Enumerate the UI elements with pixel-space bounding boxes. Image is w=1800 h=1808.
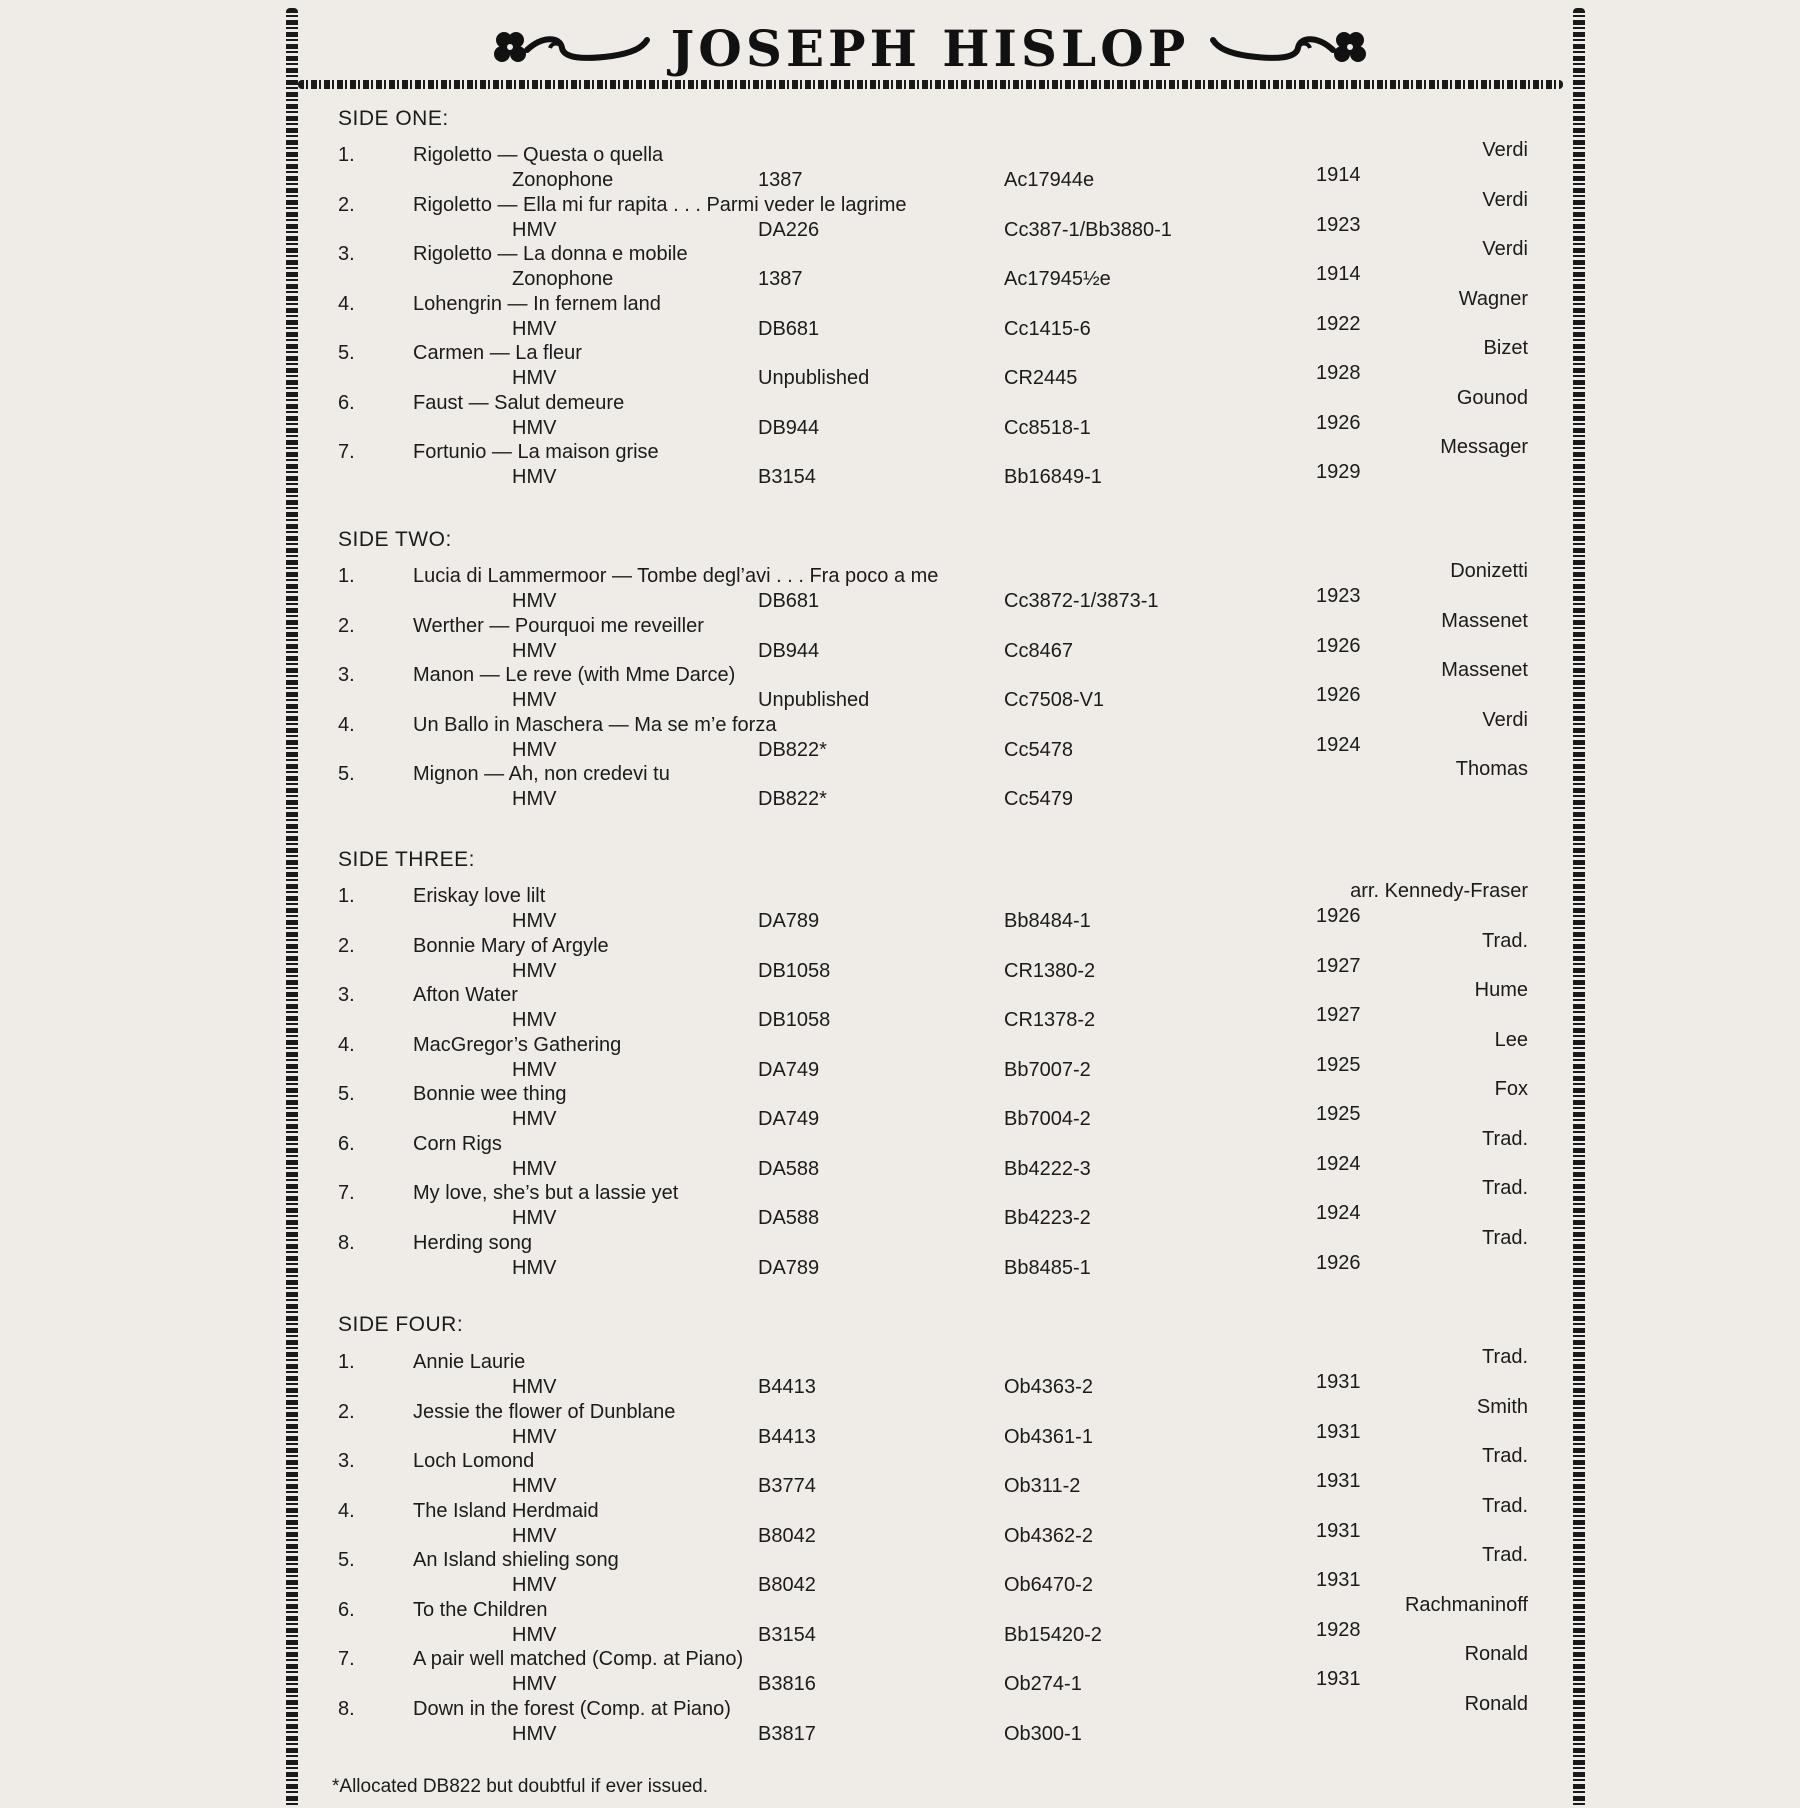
composer: Gounod: [1456, 386, 1528, 409]
matrix-number: Cc387-1/Bb3880-1: [1004, 218, 1172, 241]
recording-year: 1928: [1316, 1618, 1361, 1641]
recording-year: 1931: [1316, 1470, 1361, 1492]
track-title: Rigoletto — Questa o quella: [413, 144, 664, 166]
track-number: 1.: [338, 144, 355, 166]
footnote: *Allocated DB822 but doubtful if ever issued.: [332, 1776, 709, 1797]
composer: Rachmaninoff: [1404, 1593, 1528, 1616]
track-title: Werther — Pourquoi me reveiller: [413, 614, 704, 637]
matrix-number: Bb16849-1: [1004, 466, 1102, 488]
record-label: HMV: [512, 788, 557, 810]
track-title: Eriskay love lilt: [413, 885, 546, 907]
track-title: Mignon — Ah, non credevi tu: [413, 763, 670, 785]
track-title: MacGregor’s Gathering: [413, 1033, 622, 1056]
composer: Bizet: [1483, 337, 1528, 359]
matrix-number: Bb8484-1: [1004, 910, 1091, 932]
record-label: HMV: [512, 466, 557, 488]
track-number: 2.: [338, 614, 355, 637]
track-title: Lohengrin — In fernem land: [413, 292, 661, 315]
track-row: [0, 560, 1800, 615]
recording-year: 1929: [1316, 461, 1361, 483]
track-row: [0, 287, 1800, 343]
catalog-number: B4413: [758, 1425, 816, 1448]
catalog-number: DA789: [758, 1256, 820, 1279]
matrix-number: Ac17945½e: [1004, 268, 1111, 290]
catalog-number: DA749: [758, 1108, 820, 1130]
track-row: [0, 1445, 1800, 1500]
track-number: 3.: [338, 243, 355, 265]
record-label: HMV: [512, 218, 557, 241]
recording-year: 1926: [1316, 411, 1361, 434]
catalog-number: DB822*: [758, 788, 827, 810]
track-title: Afton Water: [413, 984, 518, 1006]
catalog-number: DB944: [758, 639, 820, 662]
track-row: [0, 929, 1800, 985]
track-number: 4.: [338, 1033, 355, 1056]
catalog-number: B8042: [758, 1574, 816, 1596]
track-title: Rigoletto — Ella mi fur rapita . . . Parmi veder le lagrime: [413, 193, 907, 216]
track-row: [0, 659, 1800, 714]
header-rope-divider: [298, 80, 1563, 89]
composer: Donizetti: [1450, 560, 1528, 582]
track-title: Carmen — La fleur: [413, 342, 582, 364]
composer: Trad.: [1482, 1544, 1528, 1566]
composer: Trad.: [1482, 929, 1528, 952]
track-row: [0, 386, 1800, 442]
composer: Fox: [1494, 1078, 1528, 1100]
track-number: 2.: [338, 934, 355, 957]
record-label: HMV: [512, 590, 557, 612]
track-row: [0, 609, 1800, 665]
track-number: 2.: [338, 1400, 355, 1423]
matrix-number: Cc8518-1: [1004, 416, 1091, 439]
catalog-number: DB1058: [758, 1009, 831, 1031]
composer: Trad.: [1482, 1346, 1528, 1368]
side-three-heading: SIDE THREE:: [338, 848, 475, 871]
catalog-number: DA588: [758, 1207, 820, 1229]
composer: Trad.: [1482, 1226, 1528, 1249]
track-row: [0, 238, 1800, 293]
catalog-number: B3774: [758, 1475, 816, 1497]
matrix-number: Bb7007-2: [1004, 1058, 1091, 1081]
catalog-number: DA749: [758, 1058, 820, 1081]
record-label: HMV: [512, 1574, 557, 1596]
matrix-number: Cc3872-1/3873-1: [1004, 590, 1159, 612]
track-number: 5.: [338, 1083, 355, 1105]
track-number: 4.: [338, 713, 355, 736]
composer: Verdi: [1482, 708, 1528, 731]
flower-scroll-right-icon: [1203, 26, 1378, 70]
record-label: HMV: [512, 910, 557, 932]
composer: Lee: [1494, 1028, 1528, 1051]
track-row: [0, 1127, 1800, 1183]
track-row: [0, 188, 1800, 244]
matrix-number: Cc5478: [1004, 738, 1073, 761]
catalog-number: DB681: [758, 317, 820, 340]
record-label: Zonophone: [512, 169, 614, 191]
track-number: 8.: [338, 1697, 355, 1720]
track-number: 3.: [338, 1450, 355, 1472]
track-number: 6.: [338, 1132, 355, 1155]
record-label: HMV: [512, 1623, 557, 1646]
track-row: [0, 979, 1800, 1034]
track-title: A pair well matched (Comp. at Piano): [413, 1648, 744, 1670]
catalog-number: 1387: [758, 268, 803, 290]
recording-year: 1931: [1316, 1569, 1361, 1591]
flower-scroll-left-icon: [482, 26, 657, 70]
track-title: Bonnie wee thing: [413, 1083, 567, 1105]
track-title: An Island shieling song: [413, 1549, 619, 1571]
track-title: Herding song: [413, 1231, 532, 1254]
catalog-number: B3816: [758, 1673, 816, 1695]
track-number: 7.: [338, 441, 355, 463]
matrix-number: Cc1415-6: [1004, 317, 1091, 340]
matrix-number: Bb8485-1: [1004, 1256, 1091, 1279]
track-row: [0, 708, 1800, 764]
track-number: 1.: [338, 885, 355, 907]
header: [480, 18, 1380, 78]
track-row: [0, 436, 1800, 491]
record-label: Zonophone: [512, 268, 614, 290]
recording-year: 1931: [1316, 1371, 1361, 1393]
composer: Massenet: [1441, 609, 1528, 632]
track-title: Bonnie Mary of Argyle: [413, 934, 609, 957]
record-label: HMV: [512, 738, 557, 761]
matrix-number: Ac17944e: [1004, 169, 1095, 191]
matrix-number: CR1378-2: [1004, 1009, 1096, 1031]
matrix-number: Bb15420-2: [1004, 1623, 1102, 1646]
track-title: Fortunio — La maison grise: [413, 441, 659, 463]
track-row: [0, 139, 1800, 194]
record-label: HMV: [512, 1673, 557, 1695]
track-row: [0, 880, 1800, 935]
record-label: HMV: [512, 1108, 557, 1130]
record-label: HMV: [512, 1425, 557, 1448]
catalog-number: B3154: [758, 466, 816, 488]
record-label: HMV: [512, 1475, 557, 1497]
catalog-number: DB1058: [758, 959, 831, 982]
composer: Trad.: [1482, 1494, 1528, 1517]
track-number: 1.: [338, 565, 355, 587]
track-row: [0, 1226, 1800, 1282]
recording-year: 1926: [1316, 1251, 1361, 1274]
recording-year: 1922: [1316, 312, 1361, 335]
track-number: 7.: [338, 1182, 355, 1204]
composer: Verdi: [1482, 188, 1528, 211]
composer: Verdi: [1482, 238, 1528, 260]
track-number: 2.: [338, 193, 355, 216]
recording-year: 1924: [1316, 733, 1361, 756]
recording-year: 1931: [1316, 1420, 1361, 1443]
composer: Wagner: [1458, 287, 1528, 310]
composer: Messager: [1440, 436, 1528, 458]
track-row: [0, 758, 1800, 813]
album-title: JOSEPH HISLOP: [670, 18, 1190, 78]
track-title: To the Children: [413, 1598, 548, 1621]
record-label: HMV: [512, 1722, 557, 1745]
catalog-number: DB681: [758, 590, 820, 612]
record-label: HMV: [512, 959, 557, 982]
composer: Trad.: [1482, 1177, 1528, 1199]
record-label: HMV: [512, 1256, 557, 1279]
record-label: HMV: [512, 639, 557, 662]
catalog-number: B8042: [758, 1524, 816, 1547]
matrix-number: Ob311-2: [1004, 1475, 1081, 1497]
track-number: 6.: [338, 1598, 355, 1621]
track-title: Loch Lomond: [413, 1450, 535, 1472]
track-number: 5.: [338, 1549, 355, 1571]
record-label: HMV: [512, 1207, 557, 1229]
catalog-number: B3817: [758, 1722, 816, 1745]
track-row: [0, 337, 1800, 392]
matrix-number: Bb4222-3: [1004, 1157, 1091, 1180]
track-number: 3.: [338, 664, 355, 686]
catalog-number: Unpublished: [758, 367, 870, 389]
matrix-number: Bb4223-2: [1004, 1207, 1091, 1229]
composer: Trad.: [1482, 1127, 1528, 1150]
recording-year: 1926: [1316, 684, 1361, 706]
catalog-number: B4413: [758, 1376, 816, 1398]
composer: Hume: [1474, 979, 1528, 1001]
track-row: [0, 1346, 1800, 1401]
track-title: Rigoletto — La donna e mobile: [413, 243, 688, 265]
track-title: Manon — Le reve (with Mme Darce): [413, 664, 736, 686]
matrix-number: Cc5479: [1004, 788, 1073, 810]
track-number: 4.: [338, 1499, 355, 1522]
catalog-number: DB822*: [758, 738, 827, 761]
record-label: HMV: [512, 689, 557, 711]
record-label: HMV: [512, 1157, 557, 1180]
track-number: 7.: [338, 1648, 355, 1670]
record-label: HMV: [512, 1058, 557, 1081]
recording-year: 1923: [1316, 213, 1361, 236]
matrix-number: CR2445: [1004, 367, 1078, 389]
side-two-heading: SIDE TWO:: [338, 528, 452, 551]
matrix-number: Cc7508-V1: [1004, 689, 1105, 711]
recording-year: 1924: [1316, 1152, 1361, 1175]
catalog-number: DA588: [758, 1157, 820, 1180]
matrix-number: Ob4361-1: [1004, 1425, 1093, 1448]
composer: Ronald: [1464, 1643, 1528, 1665]
record-label: HMV: [512, 416, 557, 439]
recording-year: 1926: [1316, 905, 1361, 927]
side-four-heading: SIDE FOUR:: [338, 1313, 464, 1336]
matrix-number: Ob300-1: [1004, 1722, 1082, 1745]
recording-year: 1923: [1316, 585, 1361, 607]
matrix-number: Ob274-1: [1004, 1673, 1082, 1695]
track-title: Lucia di Lammermoor — Tombe degl’avi . . . Fra poco a me: [413, 565, 939, 587]
composer: Ronald: [1464, 1692, 1528, 1715]
track-row: [0, 1395, 1800, 1451]
recording-year: 1931: [1316, 1668, 1361, 1690]
recording-year: 1914: [1316, 263, 1361, 285]
record-label: HMV: [512, 1376, 557, 1398]
track-number: 5.: [338, 342, 355, 364]
recording-year: 1925: [1316, 1103, 1361, 1125]
track-title: Down in the forest (Comp. at Piano): [413, 1697, 731, 1720]
track-row: [0, 1643, 1800, 1698]
composer: Thomas: [1455, 758, 1528, 780]
track-title: Jessie the flower of Dunblane: [413, 1400, 676, 1423]
track-row: [0, 1494, 1800, 1550]
recording-year: 1925: [1316, 1053, 1361, 1076]
composer: arr. Kennedy-Fraser: [1350, 880, 1528, 902]
recording-year: 1931: [1316, 1519, 1361, 1542]
track-title: Annie Laurie: [413, 1351, 526, 1373]
recording-year: 1924: [1316, 1202, 1361, 1224]
catalog-number: 1387: [758, 169, 803, 191]
recording-year: 1927: [1316, 954, 1361, 977]
track-number: 1.: [338, 1351, 355, 1373]
track-title: Faust — Salut demeure: [413, 391, 625, 414]
recording-year: 1914: [1316, 164, 1361, 186]
track-title: Un Ballo in Maschera — Ma se m’e forza: [413, 713, 777, 736]
record-label: HMV: [512, 317, 557, 340]
track-number: 5.: [338, 763, 355, 785]
matrix-number: Ob4362-2: [1004, 1524, 1093, 1547]
recording-year: 1927: [1316, 1004, 1361, 1026]
track-number: 6.: [338, 391, 355, 414]
catalog-number: DA789: [758, 910, 820, 932]
track-number: 8.: [338, 1231, 355, 1254]
matrix-number: Bb7004-2: [1004, 1108, 1091, 1130]
record-label: HMV: [512, 1524, 557, 1547]
matrix-number: CR1380-2: [1004, 959, 1096, 982]
matrix-number: Ob6470-2: [1004, 1574, 1093, 1596]
catalog-number: B3154: [758, 1623, 816, 1646]
recording-year: 1928: [1316, 362, 1361, 384]
track-row: [0, 1544, 1800, 1599]
track-title: My love, she’s but a lassie yet: [413, 1182, 679, 1204]
track-title: The Island Herdmaid: [413, 1499, 599, 1522]
track-row: [0, 1028, 1800, 1084]
catalog-number: DA226: [758, 218, 820, 241]
track-title: Corn Rigs: [413, 1132, 502, 1155]
matrix-number: Cc8467: [1004, 639, 1073, 662]
track-row: [0, 1692, 1800, 1748]
composer: Massenet: [1441, 659, 1528, 681]
record-label: HMV: [512, 367, 557, 389]
catalog-number: DB944: [758, 416, 820, 439]
composer: Verdi: [1482, 139, 1528, 161]
track-row: [0, 1078, 1800, 1133]
track-row: [0, 1177, 1800, 1232]
composer: Trad.: [1482, 1445, 1528, 1467]
composer: Smith: [1476, 1395, 1528, 1418]
catalog-number: Unpublished: [758, 689, 870, 711]
matrix-number: Ob4363-2: [1004, 1376, 1093, 1398]
track-number: 4.: [338, 292, 355, 315]
track-number: 3.: [338, 984, 355, 1006]
track-row: [0, 1593, 1800, 1649]
side-one-heading: SIDE ONE:: [338, 107, 449, 130]
record-label: HMV: [512, 1009, 557, 1031]
recording-year: 1926: [1316, 634, 1361, 657]
